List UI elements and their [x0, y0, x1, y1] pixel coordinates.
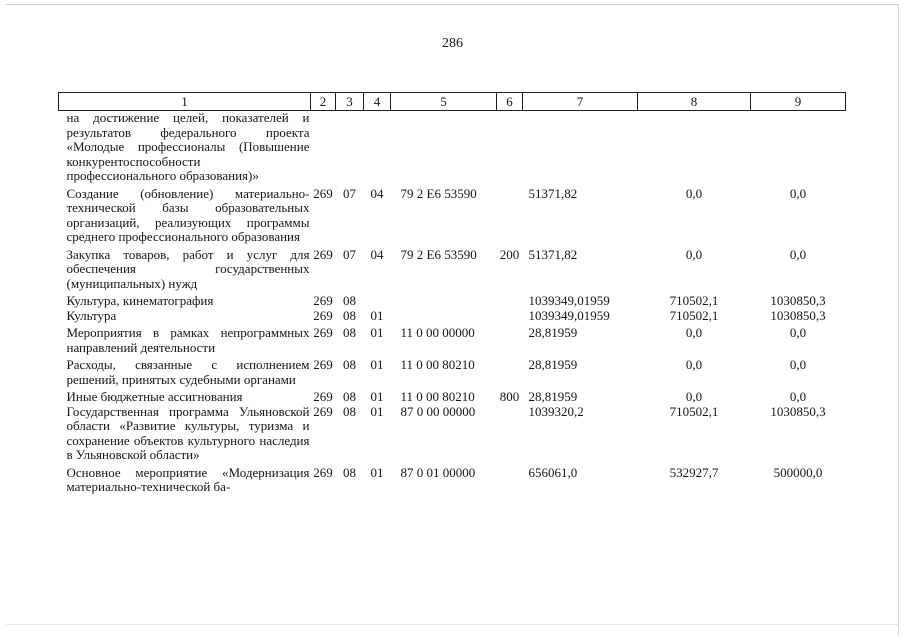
- column-header: 7: [523, 93, 638, 111]
- subsection-code: 04: [370, 246, 384, 262]
- table-row: [59, 358, 846, 390]
- amount-col8: 0,0: [685, 185, 703, 201]
- amount-col7: 51371,82: [528, 246, 578, 262]
- ministry-code: 269: [313, 464, 333, 480]
- subsection-code: 01: [370, 389, 384, 404]
- item-name: Государственная программа Ульяновской области «Развитие культуры, туризма и сохранение объектов культурного наследия в Ульяновской области»: [66, 404, 310, 462]
- subsection-code: 01: [370, 357, 384, 372]
- table-row: [59, 466, 846, 495]
- amount-col7: 1039320,2: [528, 403, 584, 419]
- expense-type-code: [497, 294, 523, 309]
- item-name: Иные бюджетные ассигнования: [66, 390, 243, 404]
- target-article-code: 11 0 00 80210: [400, 389, 475, 404]
- amount-col7: 28,81959: [528, 325, 578, 340]
- column-header: 4: [364, 93, 391, 111]
- table-row: [59, 111, 846, 187]
- ministry-code: [311, 111, 336, 187]
- target-article-code: [391, 309, 497, 327]
- amount-col7: 1039349,01959: [528, 293, 610, 308]
- amount-col8: 710502,1: [669, 307, 719, 323]
- target-article-code: 79 2 E6 53590: [400, 185, 477, 201]
- section-code: 08: [343, 293, 356, 308]
- amount-col8: 710502,1: [669, 293, 719, 308]
- column-header: 9: [751, 93, 846, 111]
- item-name: Закупка товаров, работ и услуг для обеспечения государственных (муниципальных) нужд: [66, 247, 310, 291]
- expense-type-code: 800: [499, 389, 520, 404]
- expense-type-code: 200: [499, 246, 520, 262]
- target-article-code: 11 0 00 00000: [400, 325, 475, 340]
- column-header: 3: [336, 93, 364, 111]
- amount-col8: 0,0: [685, 325, 703, 340]
- item-name: Основное мероприятие «Модернизация материально-технической ба-: [66, 465, 310, 494]
- amount-col8: 0,0: [685, 357, 703, 372]
- amount-col9: 0,0: [789, 357, 807, 372]
- scan-edge: [6, 624, 899, 629]
- amount-col8: 0,0: [685, 246, 703, 262]
- table-row: [59, 294, 846, 309]
- target-article-code: 87 0 00 00000: [400, 403, 476, 419]
- section-code: 08: [343, 325, 356, 340]
- table-row: [59, 405, 846, 466]
- item-name: Культура: [66, 308, 117, 323]
- page-number: 286: [442, 36, 463, 51]
- amount-col8: 710502,1: [669, 403, 719, 419]
- expense-type-code: [497, 405, 523, 466]
- subsection-code: 01: [370, 464, 384, 480]
- expense-type-code: [497, 358, 523, 390]
- target-article-code: 87 0 01 00000: [400, 464, 476, 480]
- table-row: [59, 248, 846, 295]
- table-header: [59, 93, 846, 111]
- ministry-code: 269: [313, 307, 333, 323]
- table-row: [59, 309, 846, 327]
- amount-col7: 1039349,01959: [528, 307, 610, 323]
- section-code: 08: [343, 307, 356, 323]
- subsection-code: [364, 111, 391, 187]
- target-article-code: 11 0 00 80210: [400, 357, 475, 372]
- section-code: 08: [343, 464, 356, 480]
- expense-type-code: [497, 187, 523, 248]
- section-code: 08: [343, 389, 356, 404]
- expense-type-code: [497, 326, 523, 358]
- target-article-code: [391, 294, 497, 309]
- ministry-code: 269: [313, 246, 333, 262]
- ministry-code: 269: [313, 293, 333, 308]
- amount-col9: 0,0: [789, 325, 807, 340]
- table-row: [59, 187, 846, 248]
- section-code: 08: [343, 403, 356, 419]
- table-body: [59, 111, 846, 495]
- section-code: [336, 111, 364, 187]
- ministry-code: 269: [313, 357, 333, 372]
- section-code: 08: [343, 357, 356, 372]
- item-name: Мероприятия в рамках непрограммных направлений деятельности: [66, 326, 310, 355]
- section-code: 07: [343, 185, 356, 201]
- subsection-code: [364, 294, 391, 309]
- item-name: на достижение целей, показателей и результатов федерального проекта «Молодые профессионалы (Повышение конкурентоспособности профессионального образования)»: [66, 110, 310, 183]
- column-header: 2: [311, 93, 336, 111]
- target-article-code: 79 2 E6 53590: [400, 246, 477, 262]
- table-row: [59, 390, 846, 405]
- amount-col7: 28,81959: [528, 389, 578, 404]
- amount-col7: 656061,0: [528, 464, 578, 480]
- column-header: 1: [59, 93, 311, 111]
- column-header: 8: [638, 93, 751, 111]
- expense-type-code: [497, 111, 523, 187]
- amount-col9: 0,0: [789, 246, 807, 262]
- amount-col8: 0,0: [685, 389, 703, 404]
- item-name: Культура, кинематография: [66, 294, 214, 308]
- amount-col9: 1030850,3: [770, 307, 826, 323]
- amount-col9: [751, 111, 846, 187]
- ministry-code: 269: [313, 403, 333, 419]
- subsection-code: 04: [370, 185, 384, 201]
- amount-col9: 1030850,3: [770, 293, 826, 308]
- subsection-code: 01: [370, 307, 384, 323]
- amount-col8: [638, 111, 751, 187]
- amount-col7: 51371,82: [528, 185, 578, 201]
- section-code: 07: [343, 246, 356, 262]
- amount-col7: 28,81959: [528, 357, 578, 372]
- column-header: 6: [497, 93, 523, 111]
- ministry-code: 269: [313, 185, 333, 201]
- budget-table: [58, 92, 846, 495]
- table-row: [59, 326, 846, 358]
- amount-col9: 0,0: [789, 389, 807, 404]
- amount-col7: [523, 111, 638, 187]
- expense-type-code: [497, 309, 523, 327]
- subsection-code: 01: [370, 325, 384, 340]
- expense-type-code: [497, 466, 523, 495]
- target-article-code: [391, 111, 497, 187]
- amount-col9: 500000,0: [773, 464, 823, 480]
- ministry-code: 269: [313, 389, 333, 404]
- subsection-code: 01: [370, 403, 384, 419]
- amount-col9: 0,0: [789, 185, 807, 201]
- column-header: 5: [391, 93, 497, 111]
- amount-col9: 1030850,3: [770, 403, 826, 419]
- ministry-code: 269: [313, 325, 333, 340]
- amount-col8: 532927,7: [669, 464, 719, 480]
- item-name: Расходы, связанные с исполнением решений, принятых судебными органами: [66, 358, 310, 387]
- item-name: Создание (обновление) материально-технической базы образовательных организаций, реализующих программы среднего профессионального образования: [66, 186, 310, 244]
